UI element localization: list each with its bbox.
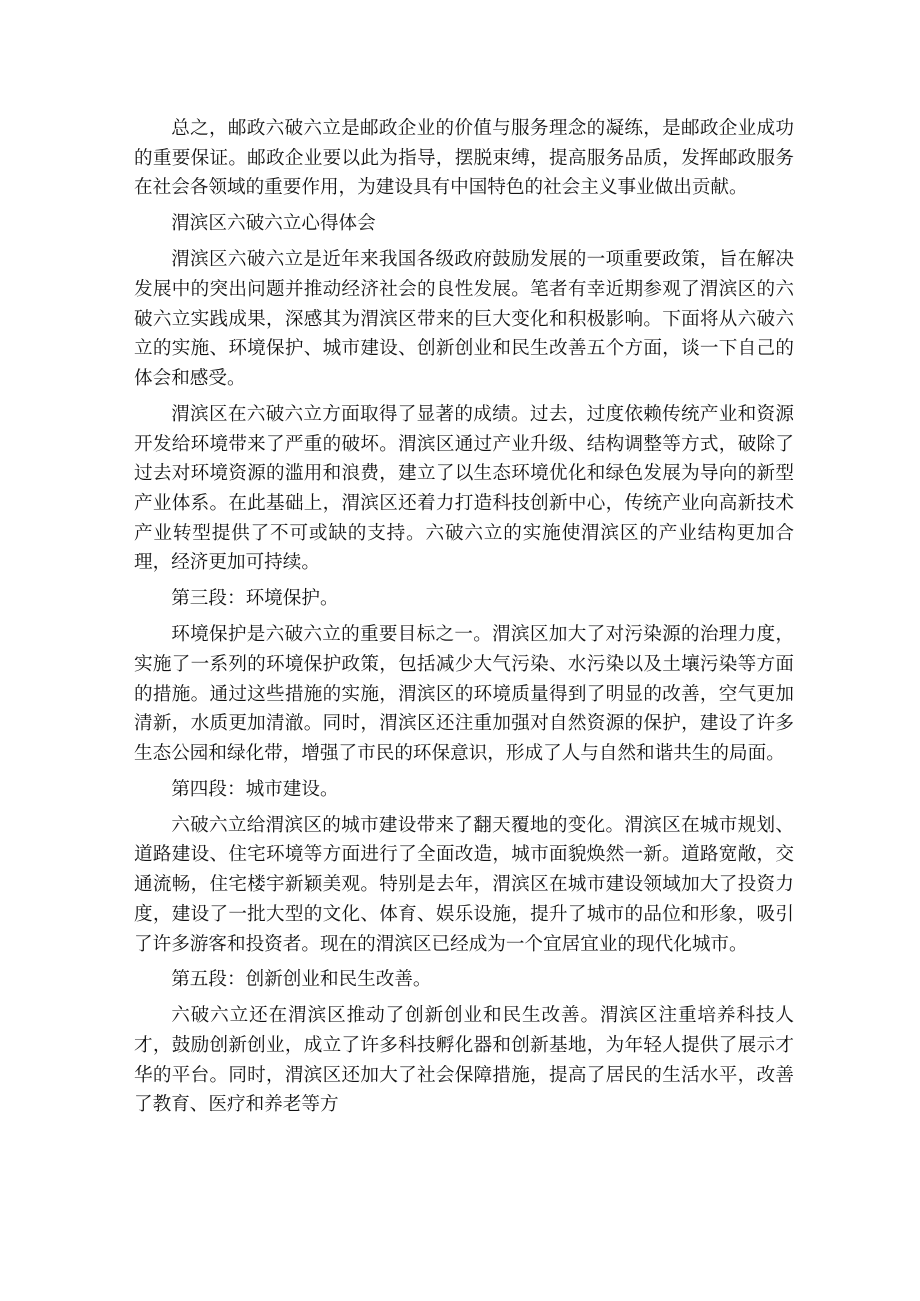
section-heading-innovation: 第五段：创新创业和民生改善。 [171,969,432,991]
paragraph-innovation: 六破六立还在渭滨区推动了创新创业和民生改善。渭滨区注重培养科技人才，鼓励创新创业，成立了许多科技孵化器和创新基地，为年轻人提供了展示才华的平台。同时，渭滨区还加大了社会保障措施，提高了居民的生活水平，改善了教育、医疗和养老等方 [134,1005,794,1116]
paragraph-implementation: 渭滨区在六破六立方面取得了显著的成绩。过去，过度依赖传统产业和资源开发给环境带来了严重的破坏。渭滨区通过产业升级、结构调整等方式，破除了过去对环境资源的滥用和浪费，建立了以生态环境优化和绿色发展为导向的新型产业体系。在此基础上，渭滨区还着力打造科技创新中心，传统产业向高新技术产业转型提供了不可或缺的支持。六破六立的实施使渭滨区的产业结构更加合理，经济更加可持续。 [134,403,794,574]
paragraph-city: 六破六立给渭滨区的城市建设带来了翻天覆地的变化。渭滨区在城市规划、道路建设、住宅环境等方面进行了全面改造，城市面貌焕然一新。道路宽敞，交通流畅，住宅楼宇新颖美观。特别是去年，渭滨区在城市建设领域加大了投资力度，建设了一批大型的文化、体育、娱乐设施，提升了城市的品位和形象，吸引了许多游客和投资者。现在的渭滨区已经成为一个宜居宜业的现代化城市。 [134,814,794,955]
section-heading-environment: 第三段：环境保护。 [171,588,339,610]
paragraph-conclusion: 总之，邮政六破六立是邮政企业的价值与服务理念的凝练，是邮政企业成功的重要保证。邮政企业要以此为指导，摆脱束缚，提高服务品质，发挥邮政服务在社会各领域的重要作用，为建设具有中国特色的社会主义事业做出贡献。 [134,118,794,199]
document-title: 渭滨区六破六立心得体会 [171,213,376,235]
paragraph-intro: 渭滨区六破六立是近年来我国各级政府鼓励发展的一项重要政策，旨在解决发展中的突出问题并推动经济社会的良性发展。笔者有幸近期参观了渭滨区的六破六立实践成果，深感其为渭滨区带来的巨大变化和积极影响。下面将从六破六立的实施、环境保护、城市建设、创新创业和民生改善五个方面，谈一下自己的体会和感受。 [134,249,794,389]
section-heading-city: 第四段：城市建设。 [171,778,339,800]
paragraph-environment: 环境保护是六破六立的重要目标之一。渭滨区加大了对污染源的治理力度，实施了一系列的环境保护政策，包括减少大气污染、水污染以及土壤污染等方面的措施。通过这些措施的实施，渭滨区的环境质量得到了明显的改善，空气更加清新，水质更加清澈。同时，渭滨区还注重加强对自然资源的保护，建设了许多生态公园和绿化带，增强了市民的环保意识，形成了人与自然和谐共生的局面。 [134,624,794,764]
document-body [134,114,794,1126]
